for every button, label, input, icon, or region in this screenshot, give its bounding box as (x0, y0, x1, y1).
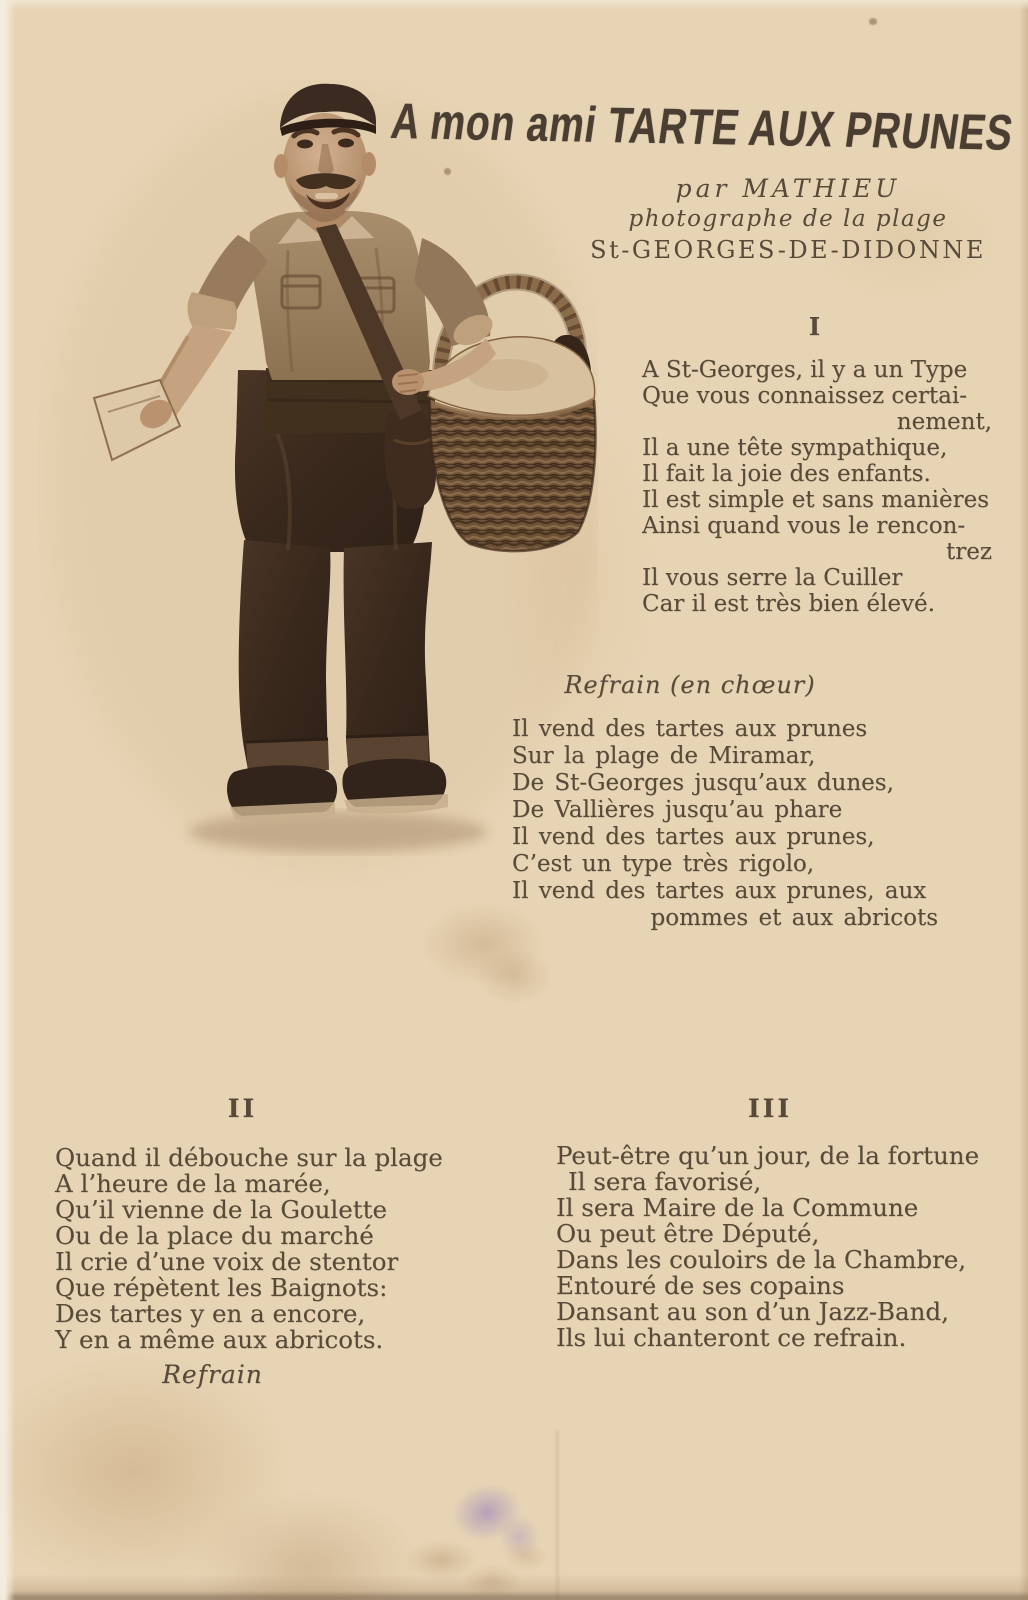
vendor-satchel (384, 410, 436, 509)
verse-3-line: Ou peut être Député, (556, 1219, 820, 1248)
byline (578, 174, 998, 264)
verse-1 (642, 357, 992, 617)
brown-stain (390, 1532, 560, 1600)
paper-speck (444, 168, 451, 175)
verse-1-line: Il a une tête sympathique, (642, 435, 948, 461)
verse-3-line: Ils lui chanteront ce refrain. (556, 1323, 907, 1352)
verse-1-line: Il est simple et sans manières (642, 487, 990, 513)
ground-shadow (188, 812, 488, 852)
refrain-heading: Refrain (en chœur) (564, 671, 816, 699)
verse-2-line: Qu’il vienne de la Goulette (55, 1195, 387, 1224)
postcard-title-text: A mon ami TARTE AUX PRUNES (387, 92, 1017, 161)
refrain-line: De St-Georges jusqu’aux dunes, (512, 770, 894, 796)
verse-2 (55, 1145, 445, 1353)
verse-1-line: trez (946, 539, 992, 565)
paper-crease (556, 1430, 559, 1600)
verse-1-heading: I (808, 312, 824, 341)
postcard-title (387, 92, 1028, 161)
verse-3-line: Dansant au son d’un Jazz-Band, (556, 1297, 949, 1326)
verse-2-line: Y en a même aux abricots. (55, 1325, 384, 1354)
verse-3-line: Entouré de ses copains (556, 1271, 845, 1300)
byline-author: par MATHIEU (675, 174, 901, 203)
verse-2-line: Quand il débouche sur la plage (55, 1143, 443, 1172)
verse-3-line: Peut-être qu’un jour, de la fortune (556, 1141, 980, 1170)
paper-speck (869, 18, 877, 25)
verse-2-line: Des tartes y en a encore, (55, 1299, 366, 1328)
verse-1-line: Que vous connaissez certai- (642, 383, 967, 409)
byline-role: photographe de la plage (628, 206, 948, 232)
verse-1-line: Il fait la joie des enfants. (642, 461, 931, 487)
verse-1-line: Ainsi quand vous le rencon- (642, 513, 966, 539)
verse-1-line: Il vous serre la Cuiller (642, 565, 903, 591)
verse-2-line: Ou de la place du marché (55, 1221, 374, 1250)
verse-1-line: A St-Georges, il y a un Type (642, 357, 968, 383)
verse-3 (556, 1143, 992, 1351)
verse-2-line: Il crie d’une voix de stentor (55, 1247, 399, 1276)
refrain-line: Sur la plage de Miramar, (512, 743, 816, 769)
verse-1-line: Car il est très bien élevé. (642, 591, 935, 617)
verse-3-line: Il sera favorisé, (568, 1167, 762, 1196)
verse-2-heading: II (227, 1094, 258, 1123)
byline-place: St-GEORGES-DE-DIDONNE (590, 236, 986, 264)
verse-3-line: Il sera Maire de la Commune (556, 1193, 919, 1222)
verse-3-heading: III (747, 1094, 793, 1123)
verse-2-line: A l’heure de la marée, (55, 1169, 331, 1198)
verse-1-line: nement, (896, 409, 992, 435)
refrain-line: Il vend des tartes aux prunes, (512, 824, 875, 850)
verse-3-line: Dans les couloirs de la Chambre, (556, 1245, 967, 1274)
refrain-line: De Vallières jusqu’au phare (512, 797, 843, 823)
refrain (512, 716, 938, 932)
refrain-line: pommes et aux abricots (650, 905, 938, 931)
refrain-line: C’est un type très rigolo, (512, 851, 815, 877)
refrain-line: Il vend des tartes aux prunes, aux (512, 878, 927, 904)
verse-2-line: Que répètent les Baignots: (55, 1273, 388, 1302)
refrain-label: Refrain (162, 1360, 263, 1389)
refrain-line: Il vend des tartes aux prunes (512, 716, 868, 742)
